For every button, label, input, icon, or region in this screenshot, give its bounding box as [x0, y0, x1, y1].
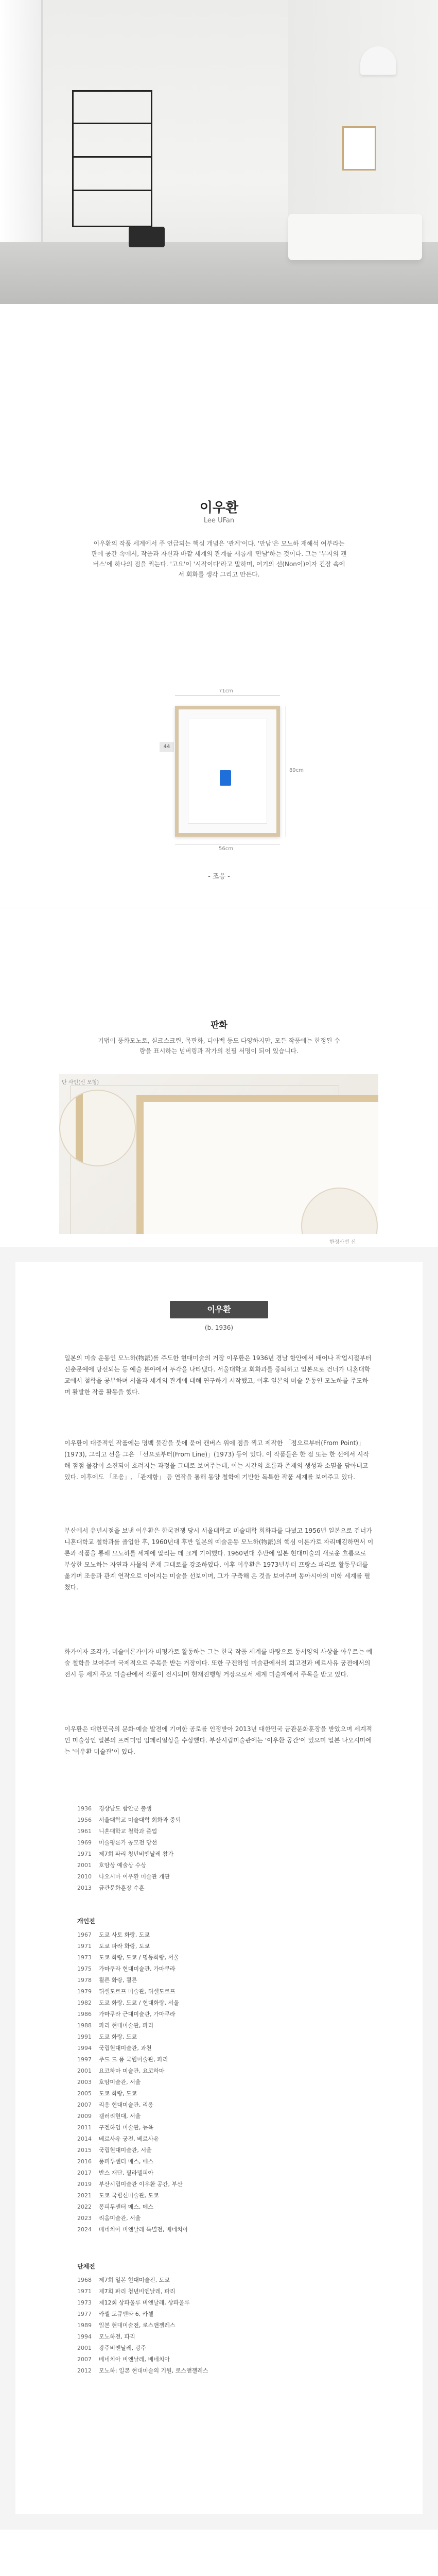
artist-intro-text: 이우환의 작품 세계에서 주 언급되는 핵심 개념은 '관계'이다. '만남'은 모노하 재해석 여부라는 판에 공간 속에서, 작품과 자신과 바깥 세계의 관계를 새롭게 '만남'하는 것이다. 그는 '무지의 캔버스'에 하나의 점을 찍는다. '고요'이 '시작이다'라고 말하며, 여기의 선(Non이)이자 긴장 속에서 회화를 생각 그리고 만든다.	[91, 540, 347, 578]
room-interior-photo	[0, 0, 438, 304]
dimension-side: 89cm	[289, 768, 304, 773]
event: 도쿄 사토 화랑, 도쿄	[99, 1931, 150, 1938]
timeline-row	[77, 2331, 365, 2343]
timeline-row	[77, 2111, 365, 2122]
timeline-row	[77, 2224, 365, 2235]
event: 국립현대미술관, 과천	[99, 2045, 152, 2052]
year: 1961	[77, 1828, 92, 1835]
timeline-row	[77, 2343, 365, 2354]
year: 2023	[77, 2215, 92, 2222]
year: 2022	[77, 2204, 92, 2210]
timeline-row	[77, 2065, 365, 2077]
event: 서울대학교 미술대학 회화과 중퇴	[99, 1817, 181, 1823]
solo-exhibition-heading: 개인전	[77, 1918, 95, 1925]
event: 쾰른 화랑, 쾰른	[99, 1977, 137, 1984]
dimension-bottom: 56cm	[219, 846, 233, 852]
year: 1978	[77, 1977, 92, 1984]
size-tag: 44	[160, 742, 174, 752]
event: 제7회 파리 청년비엔날레, 파리	[99, 2288, 176, 2295]
year: 2001	[77, 1862, 92, 1869]
year: 2021	[77, 2192, 92, 2199]
timeline-row	[77, 2320, 365, 2331]
year: 2010	[77, 1873, 92, 1880]
year: 1988	[77, 2022, 92, 2029]
group-exhibition-heading: 단체전	[77, 2263, 95, 2270]
year: 1994	[77, 2045, 92, 2052]
timeline-row	[77, 1986, 365, 1997]
event: 도쿄 화랑, 도쿄 / 명동화랑, 서울	[99, 1954, 179, 1961]
timeline-row	[77, 1883, 365, 1894]
timeline-row	[77, 2275, 365, 2286]
year: 1975	[77, 1965, 92, 1972]
timeline-row	[77, 1849, 365, 1860]
event: 뒤셀도르프 미술관, 뒤셀도르프	[99, 1988, 176, 1995]
year: 1973	[77, 1954, 92, 1961]
event: 도쿄 파라 화랑, 도쿄	[99, 1943, 150, 1950]
year: 1956	[77, 1817, 92, 1823]
print-heading: 판화	[211, 1020, 227, 1030]
event: 리옹 현대미술관, 리옹	[99, 2102, 154, 2108]
event: 파리 현대미술관, 파리	[99, 2022, 154, 2029]
artist-name: 이우환	[199, 500, 239, 516]
event: 구겐하임 미술관, 뉴욕	[99, 2124, 154, 2131]
event: 주드 드 폼 국립미술관, 파리	[99, 2056, 168, 2063]
year: 1973	[77, 2299, 92, 2306]
year: 1971	[77, 1851, 92, 1857]
year: 1982	[77, 1999, 92, 2006]
timeline-row	[77, 1963, 365, 1975]
event: 퐁피두센터 메스, 메스	[99, 2158, 154, 2165]
year: 2001	[77, 2067, 92, 2074]
bio-birth-year: (b. 1936)	[204, 1324, 234, 1331]
window	[0, 0, 43, 278]
timeline-row	[77, 1815, 365, 1826]
year: 2003	[77, 2079, 92, 2086]
dimension-top: 71cm	[219, 688, 233, 694]
event: 제7회 파리 청년비엔날레 참가	[99, 1851, 173, 1857]
timeline-row	[77, 2031, 365, 2043]
year: 2014	[77, 2136, 92, 2142]
event: 베네치아 비엔날레 특별전, 베네치아	[99, 2226, 188, 2233]
event: 일본 현대미술전, 로스앤젤레스	[99, 2322, 176, 2329]
timeline-row	[77, 1860, 365, 1871]
year: 1936	[77, 1805, 92, 1812]
year: 1989	[77, 2322, 92, 2329]
event: 모노하: 일본 현대미술의 기원, 로스앤젤레스	[99, 2367, 208, 2374]
year: 2013	[77, 1885, 92, 1891]
year: 1994	[77, 2333, 92, 2340]
event: 호암상 예술상 수상	[99, 1862, 147, 1869]
year: 2001	[77, 2345, 92, 2351]
timeline-row	[77, 2145, 365, 2156]
timeline-row	[77, 2043, 365, 2054]
timeline-row	[77, 2201, 365, 2213]
timeline-row	[77, 2009, 365, 2020]
year: 1968	[77, 2277, 92, 2283]
artwork-frame	[175, 706, 280, 837]
bio-paragraph-4: 화가이자 조각가, 미술이론가이자 비평가로 활동하는 그는 한국 작품 세계를 바탕으로 동서양의 사상을 아우르는 예술 철학을 보여주며 국제적으로 주목을 받는 거장이다. 또한 구겐하임 미술관에서의 회고전과 베르사유 궁전에서의 전시 등 세계 주요 미술관에서 작품이 전시되며 현재진행형 거장으로서 세계 미술계에서 주목을 받고 있다.	[64, 1648, 373, 1678]
bio-paragraph-1: 일본의 미술 운동인 모노하(物派)를 주도한 현대미술의 거장 이우환은 1936년 경남 함안에서 태어나 작업시절부터 신춘문예에 당선되는 등 예술 분야에서 두각을 나타냈다. 서울대학교 회화과를 중퇴하고 일본으로 건너가 니혼대학교에서 철학을 공부하며 서울과 세계의 관계에 대해 연구하기 시작했고, 이후 일본의 미술 운동인 모노하를 주도하며 활발한 작품 활동을 했다.	[64, 1354, 372, 1396]
event: 호암미술관, 서울	[99, 2079, 141, 2086]
event: 퐁피두센터 메스, 메스	[99, 2204, 154, 2210]
artist-name-en: Lee UFan	[203, 517, 235, 524]
timeline-row	[77, 2354, 365, 2365]
bio-paragraph-5: 이우환은 대한민국의 문화·예술 발전에 기여한 공로를 인정받아 2013년 대한민국 금관문화훈장을 받았으며 세계적인 미술상인 일본의 프레미엄 임페리얼상을 수상했다. 부산시립미술관에는 '이우환 공간'이 있으며 일본 나오시마에는 '이우환 미술관'이 있다.	[64, 1725, 372, 1755]
sofa	[288, 214, 422, 260]
year: 1967	[77, 1931, 92, 1938]
year: 2009	[77, 2113, 92, 2120]
bio-artist-name: 이우환	[170, 1301, 268, 1318]
event: 도쿄 화랑, 도쿄 / 현대화랑, 서울	[99, 1999, 179, 2006]
magnified-edition-number	[59, 1090, 136, 1166]
year: 1997	[77, 2056, 92, 2063]
bookshelf	[72, 90, 152, 227]
event: 가마쿠라 근대미술관, 가마쿠라	[99, 2011, 176, 2018]
timeline-row	[77, 2099, 365, 2111]
bio-paragraph-3: 부산에서 유년시절을 보낸 이우환은 한국전쟁 당시 서울대학교 미술대학 회화과를 다녔고 1956년 일본으로 건너가 니혼대학교 철학과를 졸업한 후, 1960년대 후반 일본의 예술운동 모노하(物派)의 핵심 이론가로 자리매김하면서 이론과 작품을 통해 모노하를 세계에 알리는 데 크게 기여했다. 1960년대 후반에 일본 현대미술의 새로운 흐름으로 부상한 모노하는 자연과 사물의 존재 그대로를 강조하였다. 이후 이우환은 1973년부터 프랑스 파리로 활동무대를 옮기며 조응과 관계 연작으로 이어지는 미술을 선보이며, 그가 구축해 온 것을 보여주며 동아시아의 미학 세계를 펼쳤다.	[64, 1527, 374, 1591]
timeline-row	[77, 2156, 365, 2167]
event: 금관문화훈장 수훈	[99, 1885, 145, 1891]
timeline-row	[77, 2297, 365, 2309]
timeline-row	[77, 2190, 365, 2201]
chair	[129, 227, 165, 247]
event: 모노하전, 파리	[99, 2333, 135, 2340]
timeline-row	[77, 1837, 365, 1849]
event: 광주비엔날레, 광주	[99, 2345, 147, 2351]
bio-paragraph-2: 이우환이 대중적인 작품에는 명백 물감을 붓에 묻어 캔버스 위에 점을 찍고 제작한 「점으로부터(From Point)」(1973), 그리고 선을 그은 「선으로부터(From Line)」(1973) 등이 있다. 이 작품들은 한 점 또는 한 선에서 시작해 점점 물감이 소진되어 흐려지는 과정을 그대로 보여주는데, 이는 시간의 흐름과 존재의 생성과 소멸을 담아내고 있다. 이후에도 「조응」, 「관계항」 등 연작을 통해 동양 철학에 기반한 독특한 작품 세계를 보여주고 있다.	[64, 1439, 370, 1481]
year: 1991	[77, 2033, 92, 2040]
event: 베르사유 궁전, 베르사유	[99, 2136, 159, 2142]
timeline-row	[77, 1871, 365, 1883]
event: 베네치아 비엔날레, 베네치아	[99, 2356, 170, 2363]
timeline-row	[77, 1952, 365, 1963]
year: 2016	[77, 2158, 92, 2165]
timeline-row	[77, 1803, 365, 1815]
timeline-row	[77, 2133, 365, 2145]
event: 가마쿠라 현대미술관, 가마쿠라	[99, 1965, 176, 1972]
timeline-row	[77, 2179, 365, 2190]
timeline-row	[77, 2286, 365, 2297]
event: 요코하마 미술관, 요코하마	[99, 2067, 165, 2074]
event: 갤러리현대, 서울	[99, 2113, 141, 2120]
wall	[288, 0, 438, 242]
event: 부산시립미술관 이우환 공간, 부산	[99, 2181, 183, 2188]
caption-signature: 한정사번 신	[329, 1240, 356, 1245]
event: 나오시마 이우환 미술관 개관	[99, 1873, 170, 1880]
year: 2011	[77, 2124, 92, 2131]
timeline-row	[77, 2020, 365, 2031]
artwork-title: - 조응 -	[208, 873, 230, 880]
event: 도쿄 국립신미술관, 도쿄	[99, 2192, 159, 2199]
year: 1986	[77, 2011, 92, 2018]
timeline-row	[77, 1997, 365, 2009]
event: 카셀 도큐멘타 6, 카셀	[99, 2311, 153, 2317]
timeline-row	[77, 2122, 365, 2133]
event: 제7회 일본 현대미술전, 도쿄	[99, 2277, 170, 2283]
event: 리움미술관, 서울	[99, 2215, 141, 2222]
year: 2017	[77, 2170, 92, 2176]
year: 2019	[77, 2181, 92, 2188]
event: 도쿄 화랑, 도쿄	[99, 2033, 137, 2040]
year: 2015	[77, 2147, 92, 2154]
event: 도쿄 화랑, 도쿄	[99, 2090, 137, 2097]
timeline-row	[77, 1975, 365, 1986]
event: 미술평론가 공모전 당선	[99, 1839, 157, 1846]
year: 2024	[77, 2226, 92, 2233]
hanging-artwork	[342, 126, 376, 171]
timeline-row	[77, 1929, 365, 1941]
timeline-row	[77, 1941, 365, 1952]
timeline-row	[77, 2309, 365, 2320]
year: 1969	[77, 1839, 92, 1846]
print-closeup-image	[59, 1074, 378, 1234]
event: 경상남도 함안군 출생	[99, 1805, 152, 1812]
timeline-main	[77, 1803, 365, 1894]
timeline-row	[77, 2213, 365, 2224]
timeline-row	[77, 2088, 365, 2099]
caption-edition: 단 사인(신 모형)	[62, 1080, 99, 1086]
print-description: 기법이 풍화모노로, 실크스크린, 목판화, 디아벡 등도 다양하지만, 모든 작품에는 한정된 수량을 표시하는 넘버링과 작가의 친필 서명이 되어 있습니다.	[98, 1037, 340, 1055]
event: 국립현대미술관, 서울	[99, 2147, 152, 2154]
event: 니혼대학교 철학과 졸업	[99, 1828, 157, 1835]
event: 제12회 상파울루 비엔날레, 상파울루	[99, 2299, 190, 2306]
timeline-solo	[77, 1929, 365, 2235]
year: 2007	[77, 2102, 92, 2108]
year: 1977	[77, 2311, 92, 2317]
year: 2005	[77, 2090, 92, 2097]
event: 반스 재단, 필라델피아	[99, 2170, 154, 2176]
year: 1971	[77, 2288, 92, 2295]
timeline-group	[77, 2275, 365, 2377]
timeline-row	[77, 2077, 365, 2088]
year: 2007	[77, 2356, 92, 2363]
year: 2012	[77, 2367, 92, 2374]
timeline-row	[77, 2167, 365, 2179]
timeline-row	[77, 2054, 365, 2065]
artwork-blue-stroke	[220, 770, 231, 786]
year: 1971	[77, 1943, 92, 1950]
timeline-row	[77, 1826, 365, 1837]
year: 1979	[77, 1988, 92, 1995]
timeline-row	[77, 2365, 365, 2377]
